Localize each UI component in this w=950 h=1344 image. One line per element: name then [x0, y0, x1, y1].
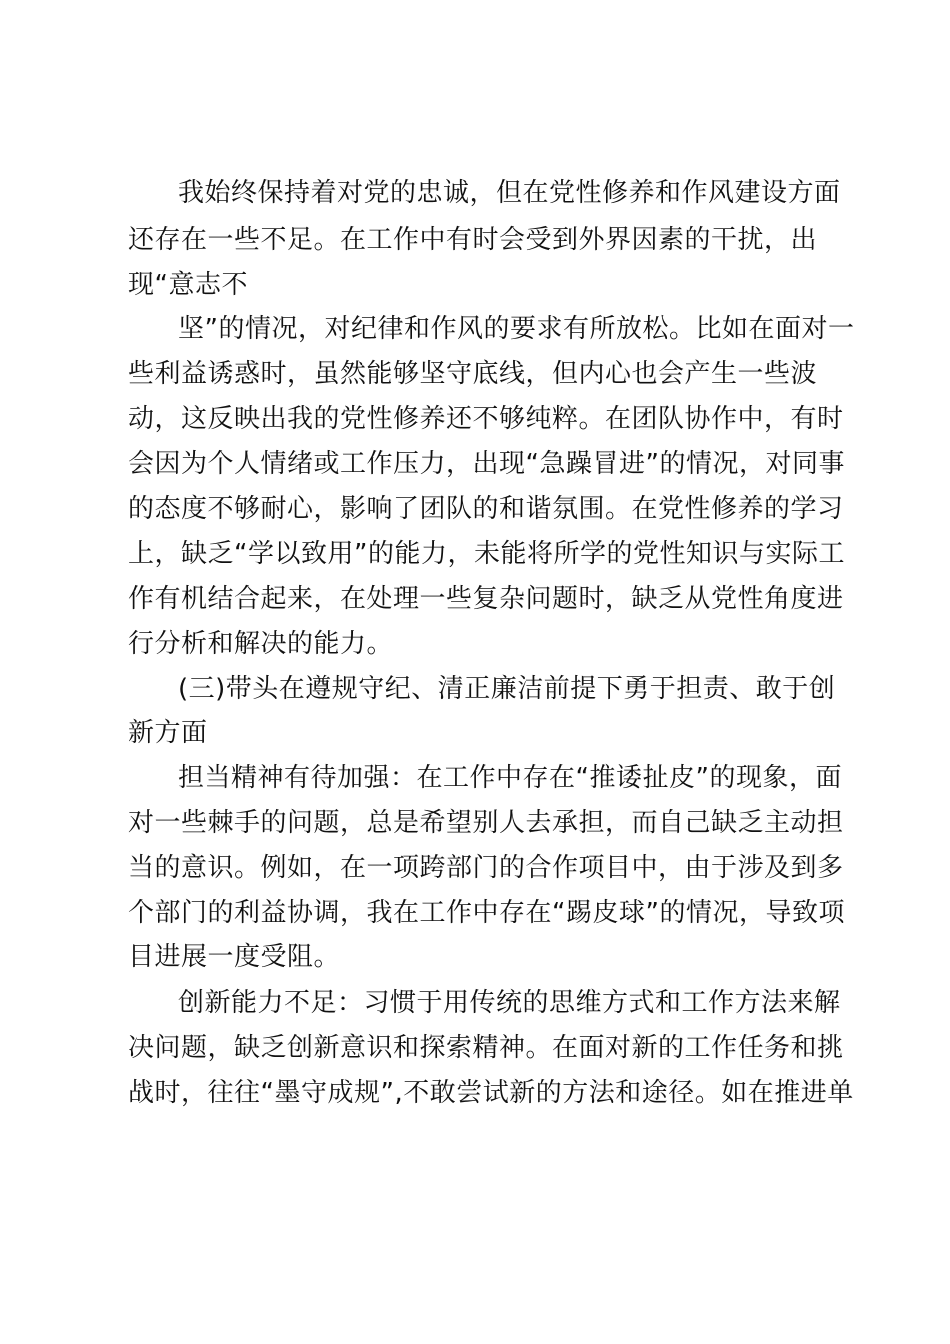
text-line: 担当精神有待加强：在工作中存在“推诿扯皮”的现象，面	[178, 763, 842, 793]
text-line: 我始终保持着对党的忠诚，但在党性修养和作风建设方面	[178, 178, 841, 208]
section-heading: (三)带头在遵规守纪、清正廉洁前提下勇于担责、敢于创	[178, 674, 836, 704]
section-heading: 新方面	[128, 718, 208, 748]
text-line: 目进展一度受阻。	[128, 942, 341, 972]
text-line: 行分析和解决的能力。	[128, 629, 394, 659]
text-line: 决问题，缺乏创新意识和探索精神。在面对新的工作任务和挑	[128, 1033, 844, 1063]
text-line: 创新能力不足：习惯于用传统的思维方式和工作方法来解	[178, 988, 841, 1018]
text-line: 坚”的情况，对纪律和作风的要求有所放松。比如在面对一	[178, 314, 855, 344]
text-line: 现“意志不	[128, 270, 248, 300]
text-line: 的态度不够耐心，影响了团队的和谐氛围。在党性修养的学习	[128, 494, 844, 524]
text-line: 个部门的利益协调，我在工作中存在“踢皮球”的情况，导致项	[128, 898, 845, 928]
text-line: 当的意识。例如，在一项跨部门的合作项目中，由于涉及到多	[128, 853, 844, 883]
text-line: 战时，往往“墨守成规”,不敢尝试新的方法和途径。如在推进单	[128, 1078, 854, 1108]
text-line: 些利益诱惑时，虽然能够坚守底线，但内心也会产生一些波	[128, 359, 818, 389]
text-line: 对一些棘手的问题，总是希望别人去承担，而自己缺乏主动担	[128, 808, 844, 838]
text-line: 会因为个人情绪或工作压力，出现“急躁冒进”的情况，对同事	[128, 449, 845, 479]
text-line: 动，这反映出我的党性修养还不够纯粹。在团队协作中，有时	[128, 404, 844, 434]
text-line: 还存在一些不足。在工作中有时会受到外界因素的干扰，出	[128, 225, 818, 255]
text-line: 作有机结合起来，在处理一些复杂问题时，缺乏从党性角度进	[128, 584, 844, 614]
text-line: 上，缺乏“学以致用”的能力，未能将所学的党性知识与实际工	[128, 539, 845, 569]
